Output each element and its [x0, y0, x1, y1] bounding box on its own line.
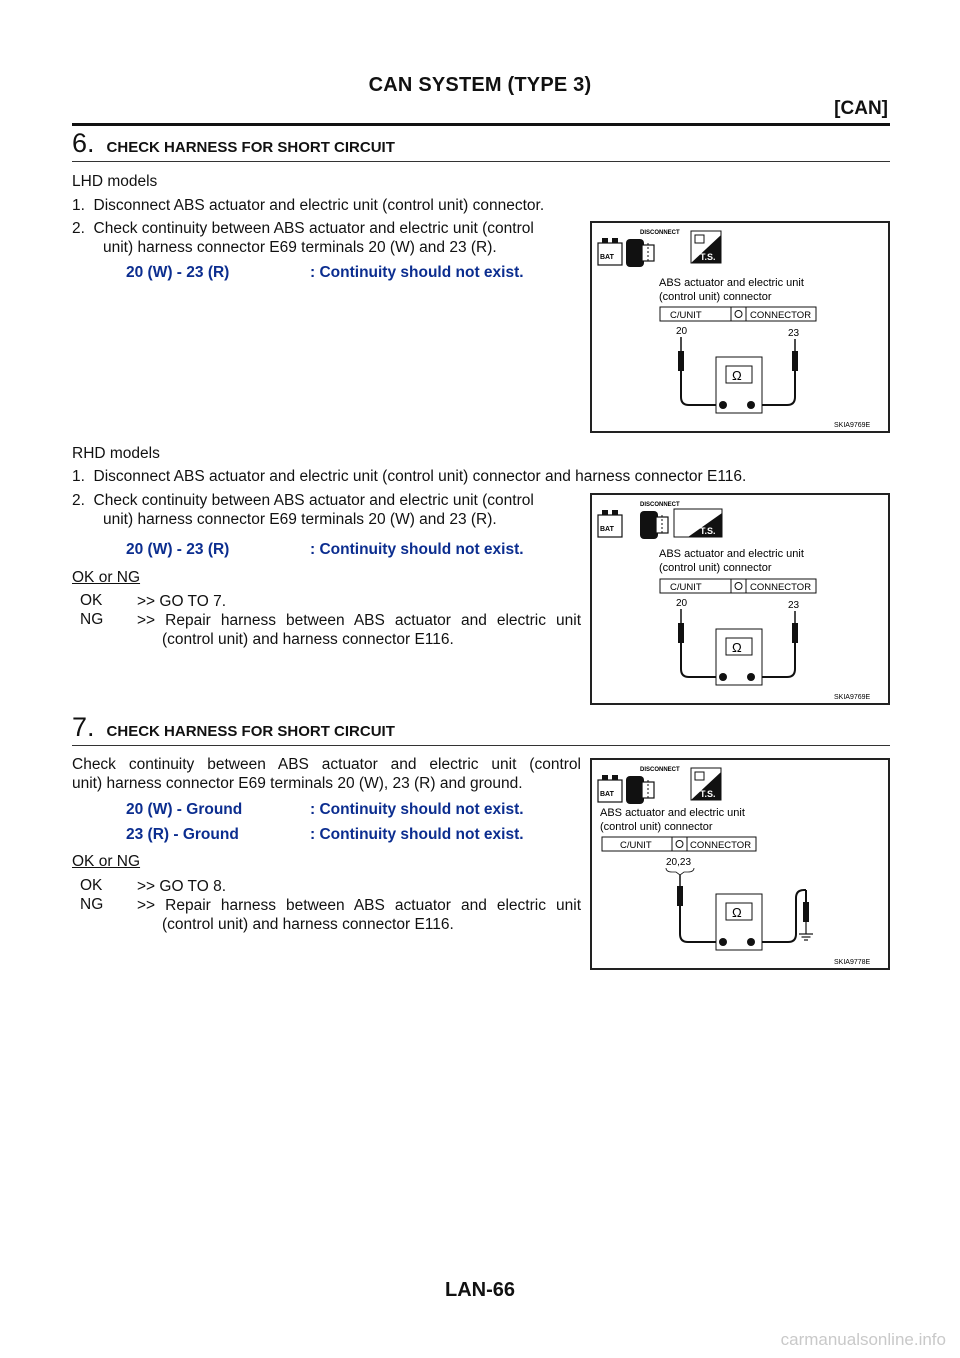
disconnect-battery-icon: [598, 502, 680, 539]
ok-code: OK: [80, 592, 103, 609]
figure-code: SKIA9769E: [834, 694, 871, 701]
step-7-body-cont: unit) harness connector E69 terminals 20 (W), 23 (R) and ground.: [72, 775, 523, 792]
svg-text:BAT: BAT: [600, 526, 614, 533]
step-6-rule: [72, 161, 890, 162]
svg-text:DISCONNECT: DISCONNECT: [640, 767, 680, 773]
lhd-item-2: 2. Check continuity between ABS actuator and electric unit (control: [72, 220, 534, 237]
ng-action: >> Repair harness between ABS actuator and electric unit: [137, 612, 581, 629]
terminal-20-label: 20: [676, 598, 688, 609]
svg-text:C/UNIT: C/UNIT: [670, 310, 702, 321]
svg-text:T.S.: T.S.: [700, 252, 716, 262]
spec-20-ground: 20 (W) - Ground: [126, 801, 243, 818]
figure-rhd-continuity: [590, 493, 890, 705]
rhd-item-1: 1. Disconnect ABS actuator and electric unit (control unit) connector and harness connector E116.: [72, 468, 747, 485]
figure-code: SKIA9778E: [834, 959, 871, 966]
connector-face: [660, 579, 816, 593]
svg-text:DISCONNECT: DISCONNECT: [640, 502, 680, 508]
ok-or-ng-label: OK or NG: [72, 853, 141, 870]
figure-ground-continuity: [590, 758, 890, 970]
svg-text:C/UNIT: C/UNIT: [670, 582, 702, 593]
svg-text:T.S.: T.S.: [700, 526, 716, 536]
svg-text:DISCONNECT: DISCONNECT: [640, 230, 680, 236]
ng-code: NG: [80, 611, 104, 628]
step-number: 7: [72, 712, 88, 742]
lhd-spec-terminals: 20 (W) - 23 (R): [126, 264, 230, 281]
svg-text:CONNECTOR: CONNECTOR: [750, 310, 812, 321]
svg-text:CONNECTOR: CONNECTOR: [750, 582, 812, 593]
terminal-23-label: 23: [788, 600, 800, 611]
connector-label: ABS actuator and electric unit: [659, 548, 804, 560]
svg-text:T.S.: T.S.: [700, 789, 716, 799]
figure-code: SKIA9769E: [834, 422, 871, 429]
connector-face: [660, 307, 816, 321]
ohmmeter: [678, 337, 798, 413]
lhd-label: LHD models: [72, 173, 158, 190]
ohmmeter: [678, 609, 798, 685]
svg-text:Ω: Ω: [732, 368, 742, 383]
step-7-body: Check continuity between ABS actuator and electric unit (control: [72, 756, 581, 773]
connector-label-cont: (control unit) connector: [659, 562, 772, 574]
step-7-heading: 7 . CHECK HARNESS FOR SHORT CIRCUIT: [72, 712, 395, 742]
ok-action: >> GO TO 7.: [137, 593, 227, 610]
wiring-diagram: [592, 223, 888, 431]
spec-23-ground: 23 (R) - Ground: [126, 826, 239, 843]
svg-text:BAT: BAT: [600, 254, 614, 261]
disconnect-battery-icon: [598, 230, 680, 267]
rhd-spec-terminals: 20 (W) - 23 (R): [126, 541, 230, 558]
terminal-20-label: 20: [676, 326, 688, 337]
lhd-spec-result: : Continuity should not exist.: [310, 264, 524, 281]
ohmmeter: [677, 875, 813, 950]
terminals-20-23-label: 20,23: [666, 857, 692, 868]
ng-action-cont: (control unit) and harness connector E116.: [162, 631, 454, 648]
spec-23-ground-result: : Continuity should not exist.: [310, 826, 524, 843]
svg-text:BAT: BAT: [600, 791, 614, 798]
disconnect-battery-icon: [598, 767, 680, 804]
rhd-spec-result: : Continuity should not exist.: [310, 541, 524, 558]
rhd-item-2: 2. Check continuity between ABS actuator and electric unit (control: [72, 492, 534, 509]
test-signal-icon: [674, 509, 722, 537]
wiring-diagram: [592, 495, 888, 703]
svg-text:Ω: Ω: [732, 640, 742, 655]
connector-label-cont: (control unit) connector: [659, 291, 772, 303]
ok-action: >> GO TO 8.: [137, 878, 227, 895]
watermark: carmanualsonline.info: [780, 1330, 946, 1349]
connector-label: ABS actuator and electric unit: [600, 807, 745, 819]
step-title: CHECK HARNESS FOR SHORT CIRCUIT: [106, 139, 395, 156]
ng-action-cont: (control unit) and harness connector E116.: [162, 916, 454, 933]
test-signal-icon: [691, 231, 721, 263]
ng-code: NG: [80, 896, 104, 913]
rhd-item-2-cont: unit) harness connector E69 terminals 20 (W) and 23 (R).: [103, 511, 497, 528]
lhd-item-2-cont: unit) harness connector E69 terminals 20 (W) and 23 (R).: [103, 239, 497, 256]
step-number: 6: [72, 128, 88, 158]
section-tag: [CAN]: [834, 98, 888, 119]
lhd-item-1: 1. Disconnect ABS actuator and electric unit (control unit) connector.: [72, 197, 545, 214]
page-number: LAN-66: [444, 1279, 515, 1301]
spec-20-ground-result: : Continuity should not exist.: [310, 801, 524, 818]
connector-face: [602, 837, 756, 851]
wiring-diagram: [592, 760, 888, 968]
rhd-label: RHD models: [72, 445, 160, 462]
figure-lhd-continuity: [590, 221, 890, 433]
svg-text:Ω: Ω: [732, 905, 742, 920]
ok-or-ng-label: OK or NG: [72, 569, 141, 586]
svg-text:CONNECTOR: CONNECTOR: [690, 840, 752, 851]
test-signal-icon: [691, 768, 721, 800]
step-6-heading: 6 . CHECK HARNESS FOR SHORT CIRCUIT: [72, 128, 395, 158]
svg-text:C/UNIT: C/UNIT: [620, 840, 652, 851]
connector-label-cont: (control unit) connector: [600, 821, 713, 833]
header-rule: [72, 123, 890, 126]
connector-label: ABS actuator and electric unit: [659, 277, 804, 289]
step-7-rule: [72, 745, 890, 746]
terminal-23-label: 23: [788, 328, 800, 339]
ok-code: OK: [80, 877, 103, 894]
step-title: CHECK HARNESS FOR SHORT CIRCUIT: [106, 723, 395, 740]
ng-action: >> Repair harness between ABS actuator and electric unit: [137, 897, 581, 914]
page-title: CAN SYSTEM (TYPE 3): [368, 74, 592, 96]
